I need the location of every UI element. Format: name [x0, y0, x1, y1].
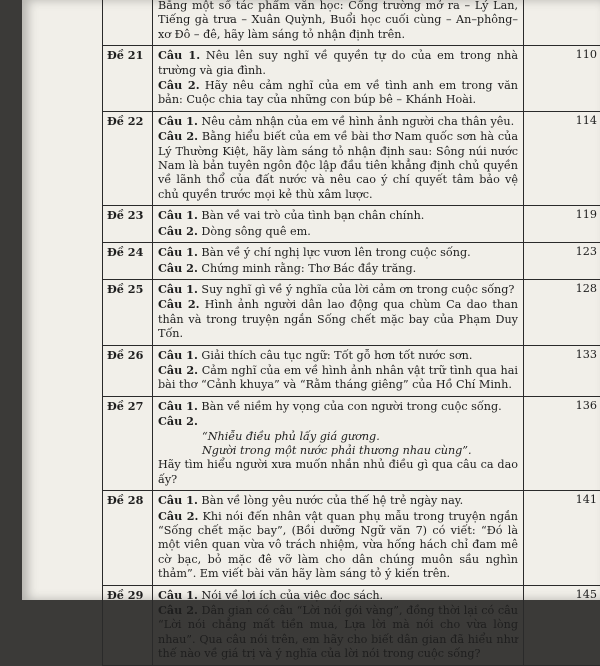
table-row [103, 111, 600, 205]
table-row [103, 396, 600, 490]
table-row [103, 279, 600, 345]
exam-content [153, 111, 524, 205]
page-number: 136 [524, 396, 600, 490]
table-row [103, 0, 600, 46]
exam-number: Đề 23 [103, 206, 153, 243]
question-line: Câu 2. Dân gian có câu “Lời nói gói vàng”, đồng thời lại có câu “Lời nói chẳng mất tiền mua, Lựa lời mà nói cho vừa lòng nhau”. Qua câu nói trên, em hãy cho biết dân gian đã hiểu như thế nào về giá trị và ý nghĩa của lời nói trong cuộc sống? [158, 603, 518, 662]
page-number: 128 [524, 279, 600, 345]
question-line: Câu 2. Dòng sông quê em. [158, 224, 518, 239]
page-number: 145 [524, 585, 600, 665]
question-line: Hãy tìm hiểu người xưa muốn nhắn nhủ điều gì qua câu ca dao ấy? [158, 458, 518, 487]
exam-content [153, 0, 524, 46]
question-line: Câu 1. Bàn về vai trò của tình bạn chân chính. [158, 208, 518, 223]
exam-number: Đề 22 [103, 111, 153, 205]
question-line: Bằng một số tác phẩm văn học: Cổng trường mở ra – Lý Lan, Tiếng gà trưa – Xuân Quỳnh, Buổi học cuối cùng – An–phông–xơ Đô – đê, hãy làm sáng tỏ nhận định trên. [158, 0, 518, 42]
contents-table [102, 0, 600, 666]
exam-content [153, 206, 524, 243]
question-line: Câu 2. Bằng hiểu biết của em về bài thơ Nam quốc sơn hà của Lý Thường Kiệt, hãy làm sáng tỏ nhận định sau: Sông núi nước Nam là bản tuyên ngôn độc lập đầu tiên khẳng định chủ quyền về lãnh thổ của đất nước và nêu cao ý chí quyết tâm bảo vệ chủ quyền trước mọi kẻ thù xâm lược. [158, 129, 518, 202]
exam-number: Đề 24 [103, 243, 153, 280]
question-line: Câu 2. Hình ảnh người dân lao động qua chùm Ca dao than thân và trong truyện ngắn Sống chết mặc bay của Phạm Duy Tốn. [158, 297, 518, 341]
question-line: “Nhiễu điều phủ lấy giá gương. [158, 430, 518, 444]
contents-table-body [103, 0, 600, 665]
exam-number: Đề 25 [103, 279, 153, 345]
question-line: Câu 1. Bàn về ý chí nghị lực vươn lên trong cuộc sống. [158, 245, 518, 260]
exam-number: Đề 28 [103, 491, 153, 585]
exam-content [153, 585, 524, 665]
question-line: Câu 2. Hãy nêu cảm nghĩ của em về tình anh em trong văn bản: Cuộc chia tay của những con búp bê – Khánh Hoài. [158, 78, 518, 108]
table-row [103, 243, 600, 280]
exam-content [153, 345, 524, 396]
question-line: Câu 2. [158, 414, 518, 429]
table-row [103, 46, 600, 112]
exam-content [153, 279, 524, 345]
table-row [103, 345, 600, 396]
page-number: 133 [524, 345, 600, 396]
question-line: Câu 2. Khi nói đến nhân vật quan phụ mẫu trong truyện ngắn “Sống chết mặc bay”, (Bồi dưỡng Ngữ văn 7) có viết: “Đó là một viên quan vừa vô trách nhiệm, vừa hống hách chỉ đam mê cờ bạc, bỏ mặc đê vỡ làm cho dân chúng muôn sầu nghìn thảm”. Em viết bài văn hãy làm sáng tỏ ý kiến trên. [158, 509, 518, 582]
page-number: 119 [524, 206, 600, 243]
question-line: Câu 1. Nói về lợi ích của việc đọc sách. [158, 588, 518, 603]
table-row [103, 585, 600, 665]
question-line: Câu 1. Bàn về lòng yêu nước của thế hệ trẻ ngày nay. [158, 493, 518, 508]
exam-number [103, 0, 153, 46]
exam-number: Đề 27 [103, 396, 153, 490]
page-number: 123 [524, 243, 600, 280]
question-line: Người trong một nước phải thương nhau cùng”. [158, 444, 518, 458]
question-line: Câu 1. Nêu cảm nhận của em về hình ảnh người cha thân yêu. [158, 114, 518, 129]
question-line: Câu 1. Nêu lên suy nghĩ về quyền tự do của em trong nhà trường và gia đình. [158, 48, 518, 78]
page-number [524, 0, 600, 46]
question-line: Câu 1. Suy nghĩ gì về ý nghĩa của lời cảm ơn trong cuộc sống? [158, 282, 518, 297]
question-line: Câu 1. Giải thích câu tục ngữ: Tốt gỗ hơn tốt nước sơn. [158, 348, 518, 363]
exam-number: Đề 26 [103, 345, 153, 396]
table-row [103, 206, 600, 243]
book-page [22, 0, 600, 600]
exam-content [153, 46, 524, 112]
exam-content [153, 396, 524, 490]
page-number: 114 [524, 111, 600, 205]
question-line: Câu 2. Chứng minh rằng: Thơ Bác đầy trăng. [158, 261, 518, 276]
page-number: 110 [524, 46, 600, 112]
table-row [103, 491, 600, 585]
page-number: 141 [524, 491, 600, 585]
question-line: Câu 1. Bàn về niềm hy vọng của con người trong cuộc sống. [158, 399, 518, 414]
question-line: Câu 2. Cảm nghĩ của em về hình ảnh nhân vật trữ tình qua hai bài thơ “Cảnh khuya” và “Rằm tháng giêng” của Hồ Chí Minh. [158, 363, 518, 393]
exam-content [153, 491, 524, 585]
exam-content [153, 243, 524, 280]
exam-number: Đề 21 [103, 46, 153, 112]
exam-number: Đề 29 [103, 585, 153, 665]
